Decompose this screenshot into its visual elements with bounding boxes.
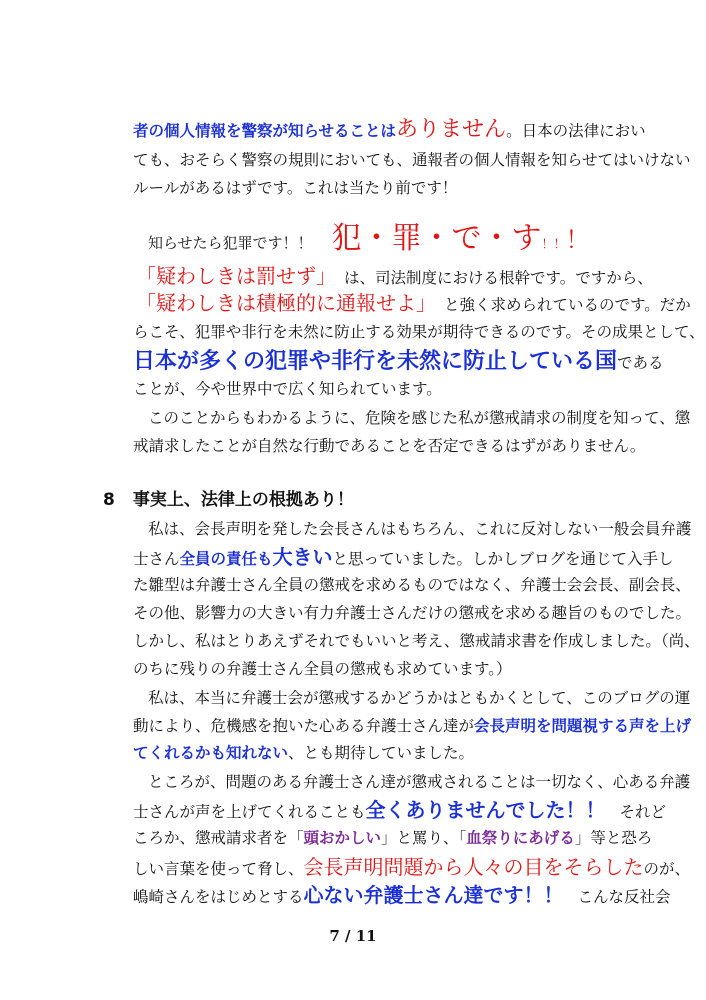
- p5-line2-blue: 会長声明を問題視する声を上げ: [474, 717, 692, 735]
- p5-line2: [133, 716, 691, 736]
- crime-excl-big: ！: [565, 226, 590, 254]
- p5-line3: [133, 743, 474, 763]
- p6-line3: [133, 828, 652, 848]
- p1-line1-blue: 者の個人情報を警察が知らせることは: [133, 122, 397, 140]
- p6-line5: [133, 882, 671, 910]
- p2-line4: [133, 348, 664, 377]
- p5-line2-a: 動により、危機感を抱いた心ある弁護士さん達が: [133, 717, 475, 735]
- crime-excl-small: ！！: [541, 237, 566, 251]
- p2-line1: [136, 266, 653, 288]
- crime-lead: 知らせたら犯罪です！！: [148, 234, 313, 252]
- p6-line3-purple2: 血祭りにあげる: [466, 829, 575, 847]
- p1-line3: ルールがあるはずです。これは当たり前です！: [133, 179, 458, 197]
- page-number: 7 / 11: [329, 927, 377, 945]
- p5-line3-tail: 、とも期待していました。: [288, 744, 475, 762]
- p4-line2-tail: と思っていました。しかしブログを通じて入手し: [332, 550, 674, 568]
- p1-line1-red: ありません: [396, 117, 507, 142]
- p4-line3: た雛型は弁護士さん全員の懲戒を求めるものではなく、弁護士会会長、副会長、: [133, 576, 691, 594]
- p6-line3-purple1: 頭おかしい: [303, 829, 382, 847]
- p2-line1-red: 「疑わしきは罰せず」: [136, 264, 336, 288]
- p4-line1: 私は、会長声明を発した会長さんはもちろん、これに反対しない一般会員弁護: [148, 520, 692, 538]
- p2-line2: [136, 293, 691, 315]
- p1-line1-tail: 。日本の法律におい: [506, 122, 646, 140]
- p6-line1: ところが、問題のある弁護士さん達が懲戒されることは一切なく、心ある弁護: [148, 773, 691, 791]
- crime-big: 犯・罪・で・す: [331, 221, 542, 256]
- section-title: 事実上、法律上の根拠あり！: [132, 490, 354, 510]
- p5-line3-blue: てくれるかも知れない: [133, 744, 289, 762]
- p3-line1: このことからもわかるように、危険を感じた私が懲戒請求の制度を知って、懲: [148, 409, 691, 427]
- section-number: 8: [103, 490, 115, 510]
- crime-line: [148, 222, 590, 261]
- p4-line2-blue: 全員の責任も: [179, 550, 273, 568]
- p6-line2: [133, 797, 666, 825]
- p6-line3-a: ころか、懲戒請求者を「: [133, 829, 304, 847]
- p2-line2-red: 「疑わしきは積極的に通報せよ」: [136, 291, 436, 315]
- p2-line1-tail: は、司法制度における根幹です。ですから、: [344, 269, 653, 287]
- p6-line3-e: 」等と恐ろ: [574, 829, 653, 847]
- p6-line2-blue: 全くありませんでした！！: [365, 798, 606, 822]
- p4-line5: しかし、私はとりあえずそれでもいいと考え、懲戒請求書を作成しました。（尚、: [133, 632, 700, 650]
- p1-line1: [133, 117, 646, 142]
- p6-line5-a: 嶋崎さんをはじめとする: [133, 888, 304, 906]
- p6-line2-a: 士さんが声を上げてくれることも: [133, 803, 366, 821]
- p6-line4-tail: のが、: [643, 860, 691, 878]
- p6-line2-tail: それど: [619, 803, 667, 821]
- p4-line6: のちに残りの弁護士さん全員の懲戒も求めています。）: [133, 660, 512, 678]
- p4-line4: その他、影響力の大きい有力弁護士さんだけの懲戒を求める趣旨のものでした。: [133, 604, 692, 622]
- p6-line4-red: 会長声明問題から人々の目をそらした: [303, 855, 644, 879]
- p6-line3-c: 」と罵り、「: [381, 829, 467, 847]
- p6-line5-tail: こんな反社会: [577, 888, 671, 906]
- p6-line4-a: しい言葉を使って脅し、: [133, 860, 304, 878]
- p4-line2-blue-big: 大きい: [272, 545, 333, 569]
- p6-line4: [133, 854, 690, 882]
- p2-line2-tail: と強く求められているのです。だか: [444, 296, 691, 314]
- p6-line5-blue: 心ない弁護士さん達です！！: [303, 883, 564, 907]
- p2-line4-blue: 日本が多くの犯罪や非行を未然に防止している国: [133, 349, 618, 374]
- p2-line3: らこそ、犯罪や非行を未然に防止する効果が期待できるのです。その成果として、: [133, 323, 705, 341]
- section-heading: [103, 490, 354, 510]
- p2-line4-tail: である: [617, 354, 664, 372]
- p5-line1: 私は、本当に弁護士会が懲戒するかどうかはともかくとして、このブログの運: [148, 689, 691, 707]
- p3-line2: 戒請求したことが自然な行動であることを否定できるはずがありません。: [133, 437, 646, 455]
- p1-line2: ても、おそらく警察の規則においても、通報者の個人情報を知らせてはいけない: [133, 151, 691, 169]
- p2-line5: ことが、今や世界中で広く知られています。: [133, 380, 442, 398]
- p4-line2-a: 士さん: [133, 550, 180, 568]
- p4-line2: [133, 544, 674, 572]
